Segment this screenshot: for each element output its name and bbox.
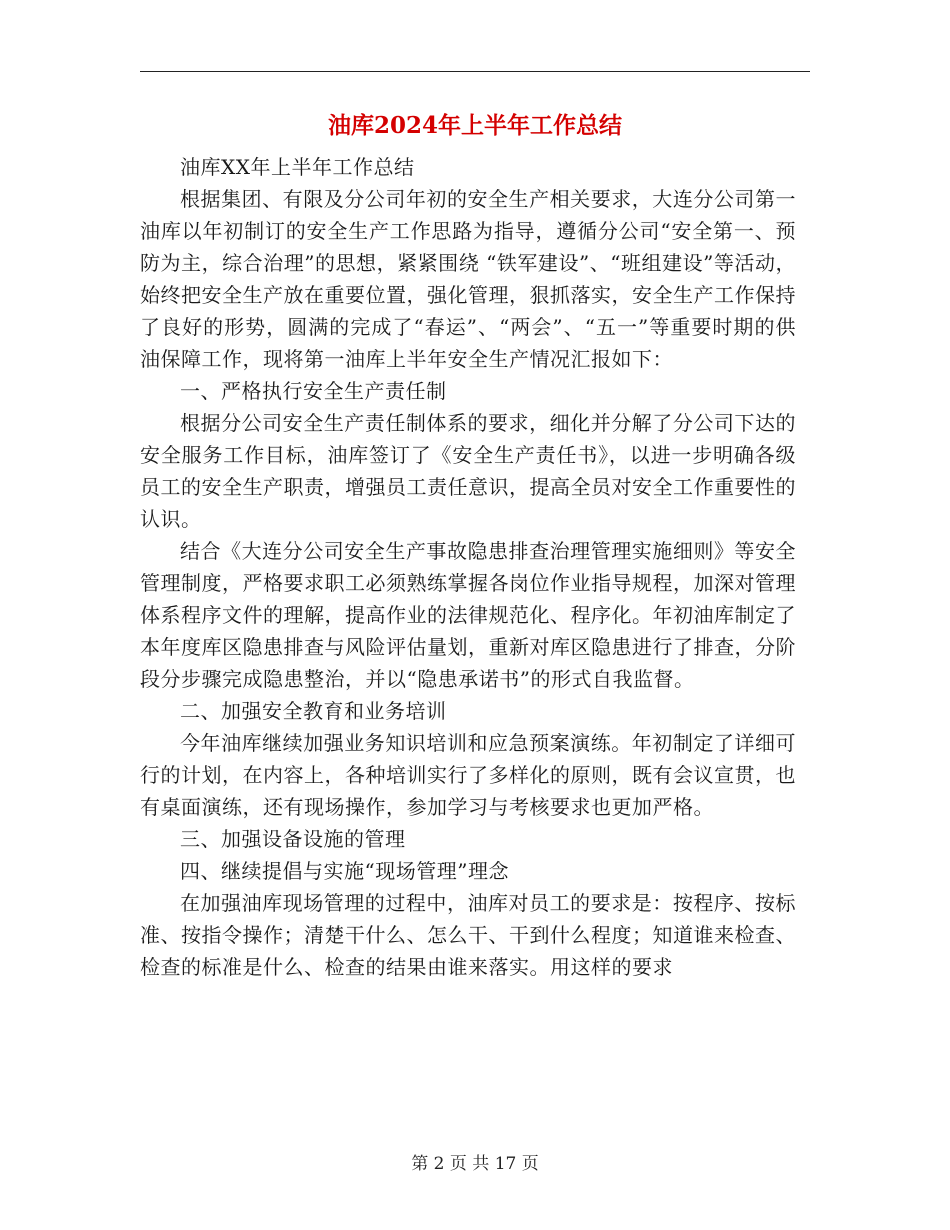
section-1-paragraph-2: 结合《大连分公司安全生产事故隐患排查治理管理实施细则》等安全管理制度，严格要求职工必须熟练掌握各岗位作业指导规程，加深对管理体系程序文件的理解，提高作业的法律规范化、程序化。年初油库制定了本年度库区隐患排查与风险评估量划，重新对库区隐患进行了排查，分阶段分步骤完成隐患整治，并以“隐患承诺书”的形式自我监督。 bbox=[140, 539, 796, 691]
section-heading-4: 四、继续提倡与实施“现场管理”理念 bbox=[180, 859, 509, 883]
document-title: 油库2024年上半年工作总结 bbox=[327, 112, 622, 139]
section-1-paragraph-1: 根据分公司安全生产责任制体系的要求，细化并分解了分公司下达的安全服务工作目标，油库签订了《安全生产责任书》，以进一步明确各级员工的安全生产职责，增强员工责任意识，提高全员对安全工作重要性的认识。 bbox=[140, 411, 796, 531]
section-2-paragraph-1: 今年油库继续加强业务知识培训和应急预案演练。年初制定了详细可行的计划，在内容上，各种培训实行了多样化的原则，既有会议宣贯，也有桌面演练，还有现场操作，参加学习与考核要求也更加严格。 bbox=[140, 731, 796, 819]
page-number-footer: 第 2 页 共 17 页 bbox=[411, 1154, 539, 1174]
header-rule bbox=[140, 71, 810, 72]
section-4-paragraph-1: 在加强油库现场管理的过程中，油库对员工的要求是：按程序、按标准、按指令操作；清楚干什么、怎么干、干到什么程度；知道谁来检查、检查的标准是什么、检查的结果由谁来落实。用这样的要求 bbox=[140, 891, 796, 979]
intro-paragraph: 根据集团、有限及分公司年初的安全生产相关要求，大连分公司第一油库以年初制订的安全生产工作思路为指导，遵循分公司“安全第一、预防为主，综合治理”的思想，紧紧围绕 “铁军建设”、“班组建设”等活动，始终把安全生产放在重要位置，强化管理，狠抓落实，安全生产工作保持了良好的形势，圆满的完成了“春运”、“两会”、“五一”等重要时期的供油保障工作，现将第一油库上半年安全生产情况汇报如下： bbox=[140, 187, 796, 371]
section-heading-2: 二、加强安全教育和业务培训 bbox=[180, 699, 447, 723]
section-heading-3: 三、加强设备设施的管理 bbox=[180, 827, 406, 851]
subtitle-paragraph: 油库XX年上半年工作总结 bbox=[180, 155, 415, 179]
document-body bbox=[140, 151, 796, 983]
section-heading-1: 一、严格执行安全生产责任制 bbox=[180, 379, 447, 403]
